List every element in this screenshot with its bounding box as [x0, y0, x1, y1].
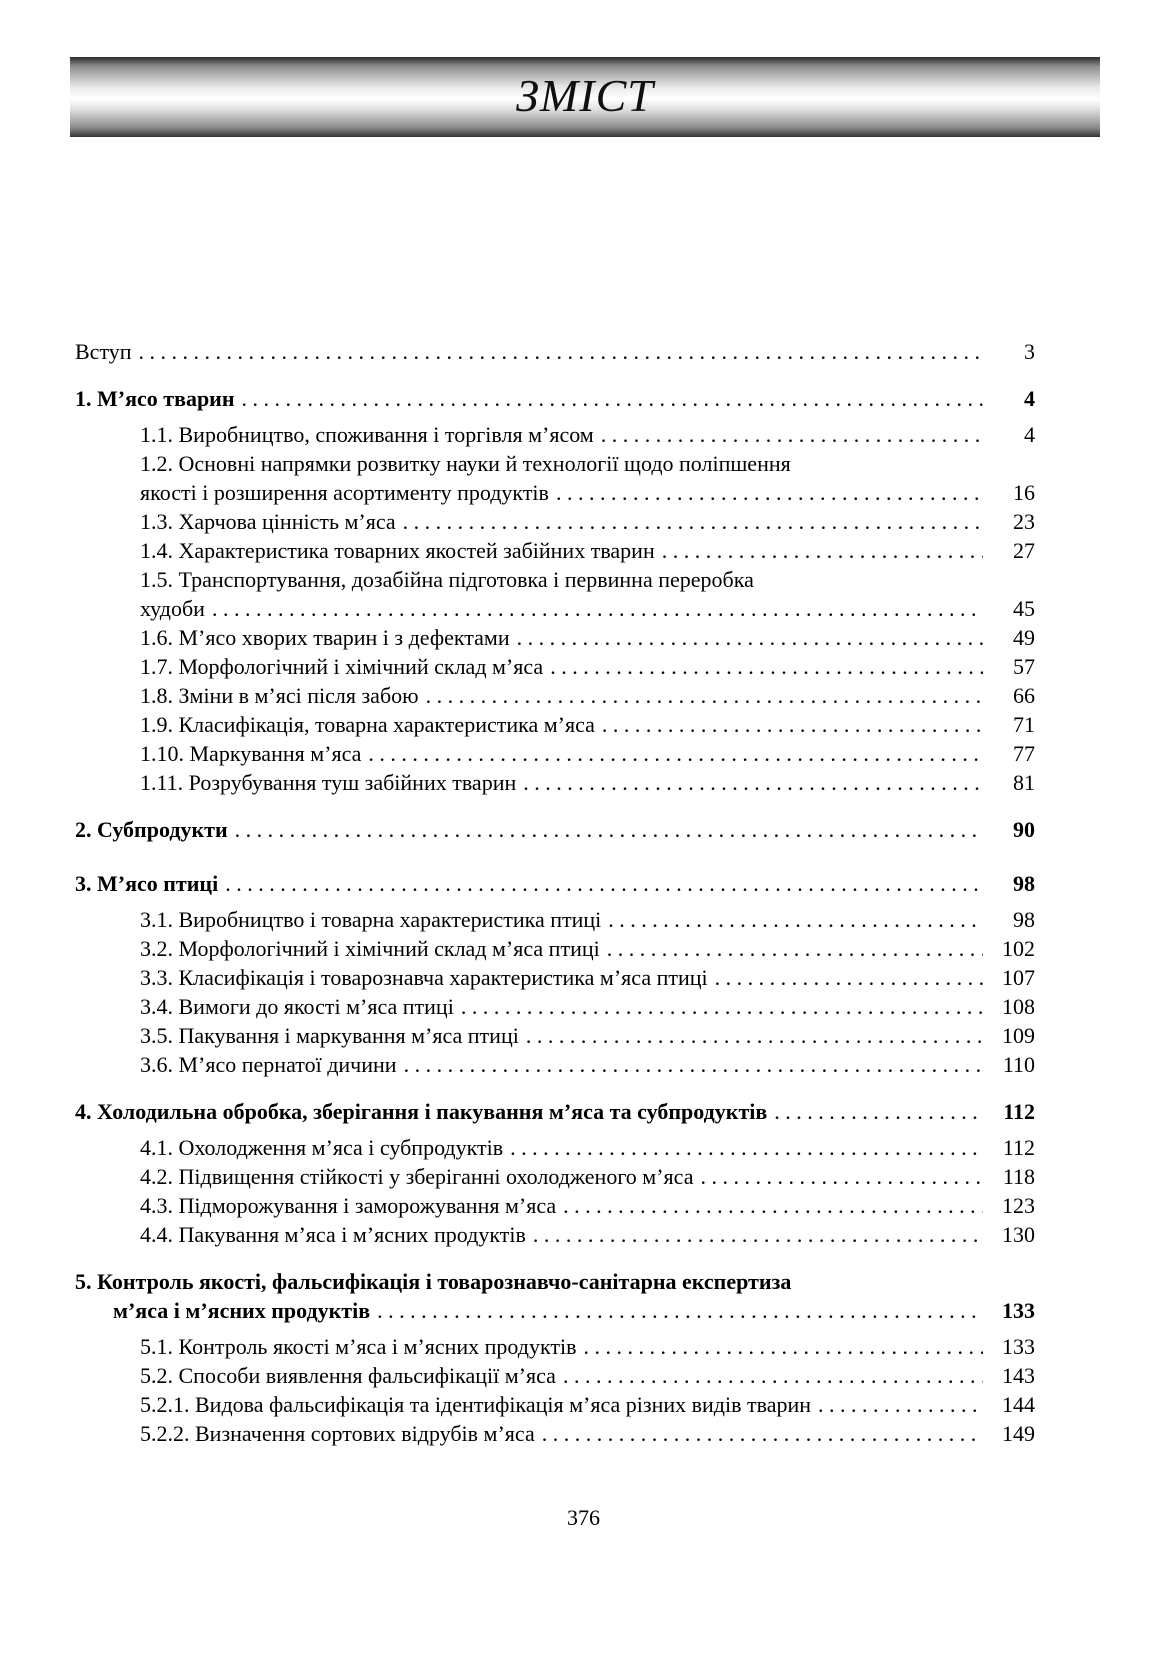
toc-entry-page: 66 [1013, 683, 1035, 708]
toc-entry-title: 3.6. М’ясо пернатої дичини [140, 1052, 397, 1077]
toc-entry [75, 710, 1035, 739]
toc-entry-title: 4.4. Пакування м’яса і м’ясних продуктів [140, 1222, 526, 1247]
toc-entry-page: 110 [1002, 1052, 1035, 1077]
dot-leader [774, 1097, 983, 1126]
toc-entry-page: 23 [1013, 509, 1035, 534]
toc-entry [75, 449, 1035, 507]
toc-entry-page: 143 [1002, 1363, 1035, 1388]
dot-leader [662, 536, 983, 565]
toc-entry [75, 992, 1035, 1021]
toc-entry [75, 934, 1035, 963]
dot-leader [139, 337, 983, 366]
toc-entry [75, 623, 1035, 652]
toc-entry-page: 45 [1013, 596, 1035, 621]
toc-entry-title: 4.2. Підвищення стійкості у зберіганні охолодженого м’яса [140, 1164, 694, 1189]
dot-leader [556, 478, 983, 507]
dot-leader [601, 420, 983, 449]
toc-entry [75, 1361, 1035, 1390]
toc-entry-title-line: 1.5. Транспортування, дозабійна підготовка і первинна переробка [140, 567, 754, 592]
dot-leader [533, 1220, 983, 1249]
dot-leader [377, 1296, 983, 1325]
dot-leader [715, 963, 983, 992]
toc-entry-title-line: 1.2. Основні напрямки розвитку науки й технології щодо поліпшення [140, 451, 791, 476]
dot-leader [517, 623, 983, 652]
toc-entry-page: 71 [1013, 712, 1035, 737]
toc-entry-page: 102 [1002, 936, 1035, 961]
toc-entry-title: 4.1. Охолодження м’яса і субпродуктів [140, 1135, 504, 1160]
toc-entry-page: 90 [1013, 817, 1035, 842]
dot-leader [563, 1361, 983, 1390]
dot-leader [426, 681, 983, 710]
toc-entry [75, 652, 1035, 681]
toc-entry-title: 3.2. Морфологічний і хімічний склад м’яса птиці [140, 936, 600, 961]
toc-entry [75, 1419, 1035, 1448]
toc-entry-title-line: 5. Контроль якості, фальсифікація і товарознавчо-санітарна експертиза [75, 1269, 792, 1294]
toc-entry [75, 1390, 1035, 1419]
toc-entry-title: 1.11. Розрубування туш забійних тварин [140, 770, 517, 795]
toc-entry [75, 1220, 1035, 1249]
dot-leader [607, 934, 983, 963]
toc-entry [75, 420, 1035, 449]
dot-leader [542, 1419, 983, 1448]
toc-entry-title: 1.9. Класифікація, товарна характеристика м’яса [140, 712, 595, 737]
toc-entry-title: 1.8. Зміни в м’ясі після забою [140, 683, 419, 708]
toc-list [0, 337, 1167, 1448]
toc-entry [75, 1191, 1035, 1220]
toc-entry-title: 3.4. Вимоги до якості м’яса птиці [140, 994, 454, 1019]
toc-entry-title: 3.5. Пакування і маркування м’яса птиці [140, 1023, 519, 1048]
toc-entry-page: 27 [1013, 538, 1035, 563]
toc-entry-page: 81 [1013, 770, 1035, 795]
toc-entry-title: 1.10. Маркування м’яса [140, 741, 362, 766]
toc-entry-title: 5.2. Способи виявлення фальсифікації м’яса [140, 1363, 556, 1388]
contents-header-bar [70, 57, 1100, 137]
toc-chapter-entry [75, 851, 1035, 905]
dot-leader [700, 1162, 983, 1191]
dot-leader [461, 992, 983, 1021]
toc-entry-page: 107 [1002, 965, 1035, 990]
page-title: ЗМІСТ [516, 69, 654, 121]
toc-entry-page: 144 [1002, 1392, 1035, 1417]
toc-entry-page: 3 [1024, 339, 1035, 364]
toc-entry-title: 1.4. Характеристика товарних якостей забійних тварин [140, 538, 655, 563]
toc-chapter-entry [75, 797, 1035, 851]
toc-entry [75, 1133, 1035, 1162]
toc-entry-title: якості і розширення асортименту продуктів [140, 480, 549, 505]
dot-leader [242, 384, 983, 413]
toc-entry-page: 112 [1003, 1099, 1035, 1124]
toc-entry-title: 5.1. Контроль якості м’яса і м’ясних продуктів [140, 1334, 577, 1359]
dot-leader [404, 1050, 983, 1079]
toc-entry [75, 507, 1035, 536]
dot-leader [235, 815, 983, 844]
toc-entry-page: 98 [1013, 907, 1035, 932]
dot-leader [608, 905, 983, 934]
dot-leader [523, 768, 983, 797]
dot-leader [510, 1133, 983, 1162]
dot-leader [225, 869, 983, 898]
toc-entry-page: 149 [1002, 1421, 1035, 1446]
dot-leader [584, 1332, 984, 1361]
dot-leader [526, 1021, 983, 1050]
toc-entry-page: 112 [1002, 1135, 1035, 1160]
toc-entry-page: 109 [1002, 1023, 1035, 1048]
toc-entry [75, 963, 1035, 992]
dot-leader [550, 652, 983, 681]
toc-entry [75, 1162, 1035, 1191]
toc-entry-page: 118 [1002, 1164, 1035, 1189]
toc-entry-page: 123 [1002, 1193, 1035, 1218]
toc-entry-page: 77 [1013, 741, 1035, 766]
toc-entry [75, 337, 1035, 366]
toc-entry-page: 16 [1013, 480, 1035, 505]
toc-entry-title: 4. Холодильна обробка, зберігання і пакування м’яса та субпродуктів [75, 1099, 768, 1124]
toc-entry-title: 2. Субпродукти [75, 817, 228, 842]
toc-entry [75, 768, 1035, 797]
toc-entry-page: 57 [1013, 654, 1035, 679]
toc-entry-page: 4 [1024, 386, 1035, 411]
toc-chapter-entry [75, 366, 1035, 420]
toc-entry-page: 108 [1002, 994, 1035, 1019]
toc-entry-title: 3.1. Виробництво і товарна характеристика птиці [140, 907, 602, 932]
toc-entry-page: 133 [1002, 1334, 1035, 1359]
toc-entry [75, 739, 1035, 768]
toc-chapter-entry [75, 1079, 1035, 1133]
toc-entry-title: 4.3. Підморожування і заморожування м’яса [140, 1193, 557, 1218]
toc-entry-title: 1.1. Виробництво, споживання і торгівля м’ясом [140, 422, 594, 447]
toc-entry-title: 3. М’ясо птиці [75, 871, 219, 896]
toc-entry-page: 4 [1024, 422, 1035, 447]
dot-leader [403, 507, 983, 536]
toc-entry-title: м’яса і м’ясних продуктів [113, 1298, 371, 1323]
toc-entry-title: 1.3. Харчова цінність м’яса [140, 509, 396, 534]
toc-entry-title: 1.7. Морфологічний і хімічний склад м’яса [140, 654, 544, 679]
toc-entry [75, 905, 1035, 934]
toc-entry-page: 130 [1002, 1222, 1035, 1247]
toc-entry-title: 3.3. Класифікація і товарознавча характеристика м’яса птиці [140, 965, 708, 990]
toc-entry [75, 565, 1035, 623]
dot-leader [212, 594, 983, 623]
toc-entry [75, 1332, 1035, 1361]
toc-entry-page: 49 [1013, 625, 1035, 650]
toc-entry-page: 98 [1013, 871, 1035, 896]
toc-entry-title: 1.6. М’ясо хворих тварин і з дефектами [140, 625, 510, 650]
toc-entry [75, 1050, 1035, 1079]
dot-leader [563, 1191, 983, 1220]
toc-entry [75, 1021, 1035, 1050]
toc-entry [75, 681, 1035, 710]
dot-leader [368, 739, 983, 768]
toc-entry-title: 5.2.1. Видова фальсифікація та ідентифікація м’яса різних видів тварин [140, 1392, 812, 1417]
toc-entry-title: 1. М’ясо тварин [75, 386, 235, 411]
page-number: 376 [567, 1505, 600, 1530]
dot-leader [818, 1390, 983, 1419]
toc-entry-title: Вступ [75, 339, 132, 364]
dot-leader [602, 710, 983, 739]
toc-entry [75, 536, 1035, 565]
toc-entry-page: 133 [1002, 1298, 1035, 1323]
toc-chapter-entry [75, 1249, 1035, 1332]
toc-entry-title: худоби [140, 596, 205, 621]
toc-entry-title: 5.2.2. Визначення сортових відрубів м’яса [140, 1421, 535, 1446]
